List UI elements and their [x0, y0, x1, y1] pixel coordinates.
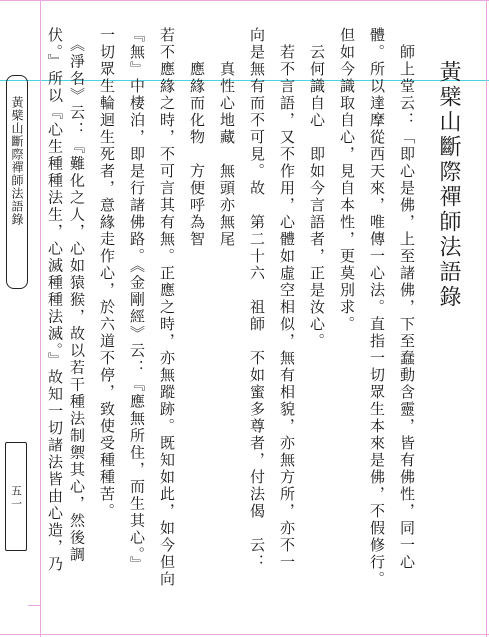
text-column-13	[44, 27, 65, 573]
text-line: 體。所以達摩從西天來，唯傳一心法。直指一切眾生本來是佛，不假修行。	[368, 27, 386, 588]
text-column-2	[366, 27, 387, 588]
text-column-9	[156, 27, 177, 588]
text-line: 若不言語，又不作用，心體如虛空相似，無有相貌，亦無方所，亦不一	[278, 27, 296, 571]
text-line: 伏。』所以『心生種種法生，心滅種種法滅。』故知一切諸法皆由心造，乃	[46, 27, 64, 573]
text-line: 一切眾生輪迴生死者，意緣走作心，於六道不停，致使受種種苦。	[98, 27, 116, 520]
text-line: 『無』中棲泊，即是行諸佛路。《金剛經》云：『應無所住，而生其心。』	[128, 27, 146, 573]
page-edge-mark	[28, 605, 40, 606]
text-column-12	[66, 27, 87, 564]
verse-line: 應緣而化物 方便呼為智	[188, 27, 206, 248]
text-column-5	[276, 27, 297, 571]
left-margin-guide	[40, 0, 41, 637]
text-line: 《淨名》云：『難化之人，心如猿猴，故以若干種法制禦其心，然後調	[68, 27, 86, 564]
verse-line: 真性心地藏 無頭亦無尾	[218, 27, 236, 248]
text-line: 云何識自心 即如今言語者，正是汝心。	[308, 27, 326, 350]
page-number-box	[5, 442, 27, 551]
text-column-8	[186, 27, 207, 248]
text-line: 但如今識取自心，見自本性，更莫別求。	[338, 27, 356, 333]
bottom-margin-guide	[0, 634, 489, 635]
text-column-10	[126, 27, 147, 573]
page-number: 五一	[9, 485, 23, 511]
text-line: 若不應緣之時，不可言其有無。正應之時，亦無蹤跡。既知如此，如今但向	[158, 27, 176, 588]
side-book-title: 黃檗山斷際禪師法語錄	[10, 96, 24, 226]
chapter-title: 黃檗山斷際禪師法語錄	[436, 60, 461, 310]
text-column-6	[246, 27, 267, 571]
chapter-header	[432, 60, 464, 310]
text-column-3	[336, 27, 357, 333]
top-guide-line	[0, 0, 489, 1]
side-book-title-tab	[6, 75, 28, 289]
text-column-1	[396, 27, 417, 571]
text-line: 向是無有而不可見。故 第二十六 祖師 不如蜜多尊者，付法偈 云：	[248, 27, 266, 571]
right-margin-guide	[486, 0, 487, 637]
text-column-4	[306, 27, 327, 350]
text-column-11	[96, 27, 117, 520]
text-column-7	[216, 27, 237, 248]
text-line: 師上堂云：「即心是佛，上至諸佛，下至蠢動含靈，皆有佛性，同一心	[398, 27, 416, 571]
